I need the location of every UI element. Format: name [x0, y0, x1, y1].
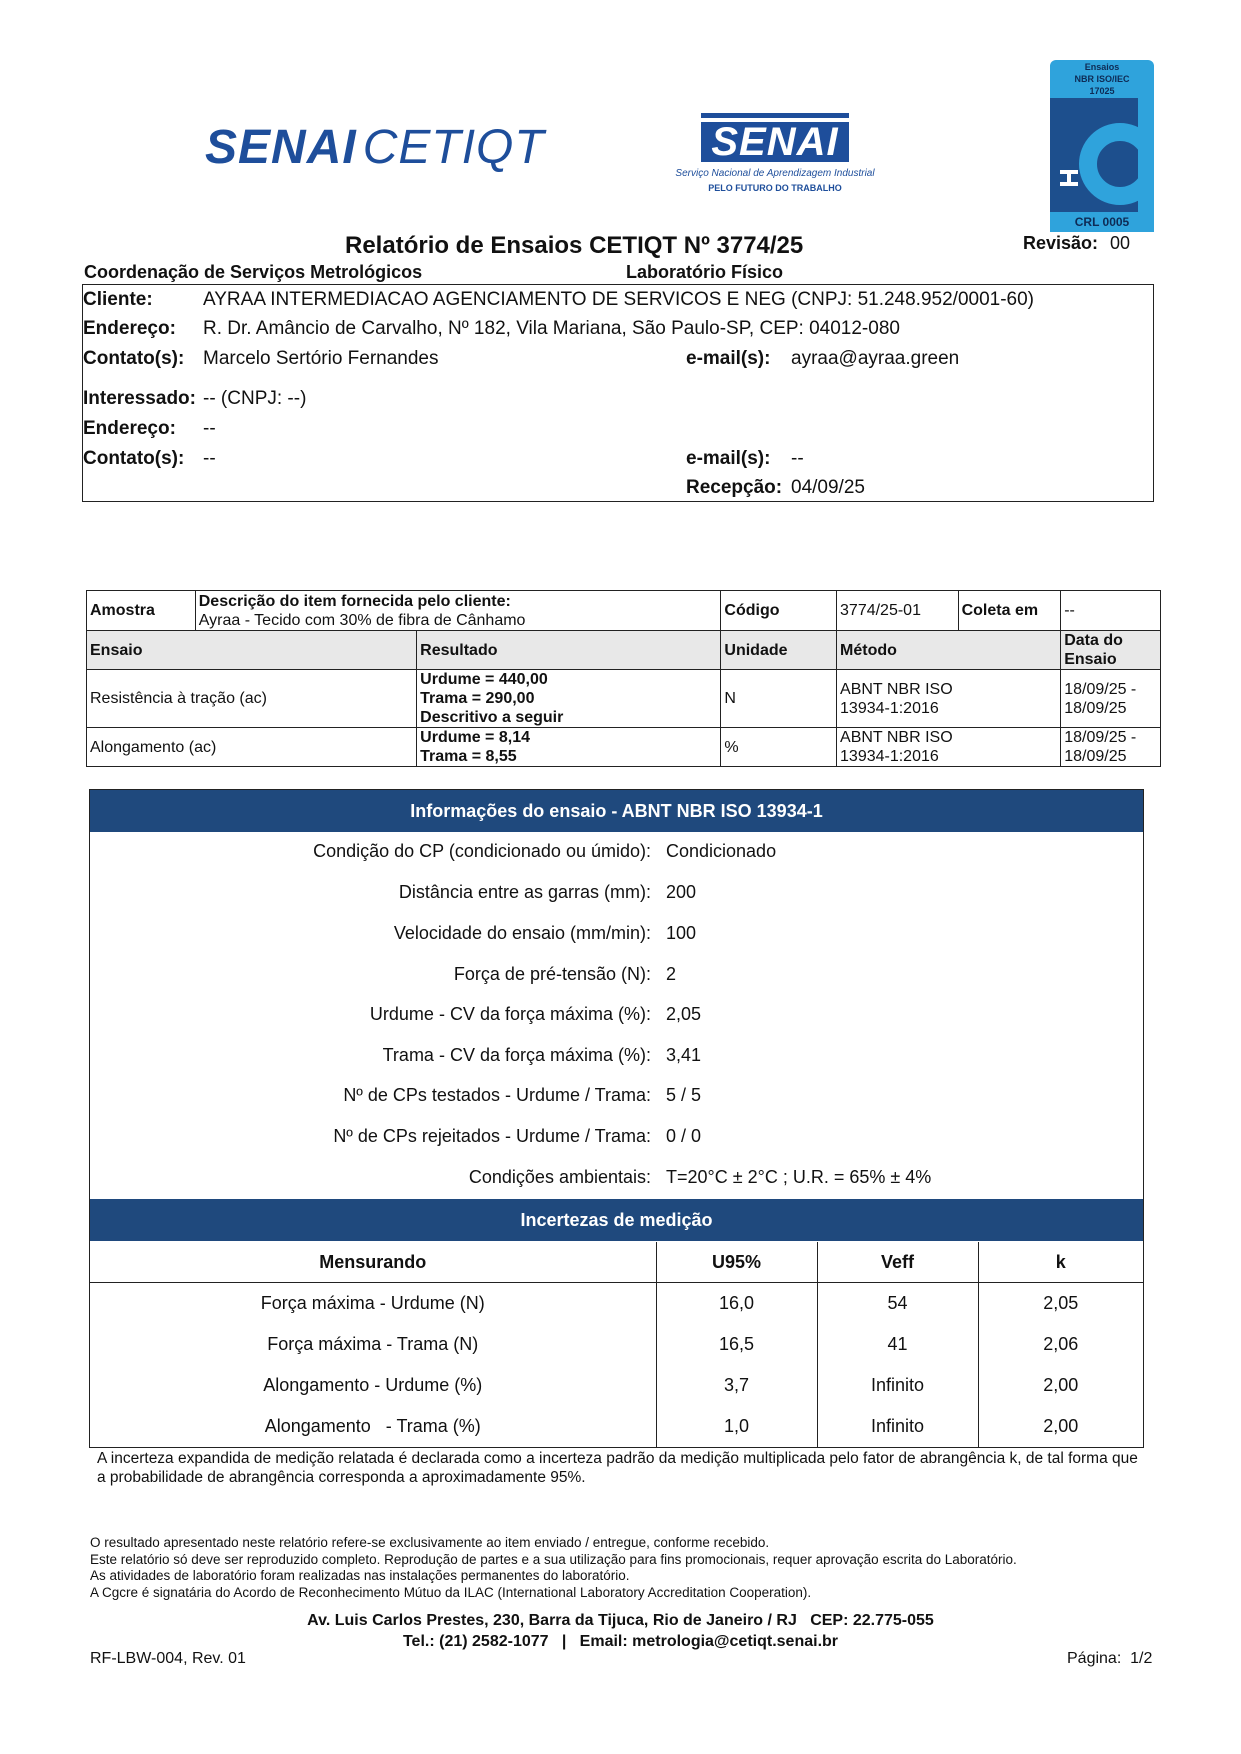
test-info-title: Informações do ensaio - ABNT NBR ISO 13934-1: [90, 790, 1143, 832]
header-date: Data do Ensaio: [1061, 631, 1161, 670]
accreditation-code: CRL 0005: [1050, 212, 1154, 232]
header-k: k: [978, 1242, 1143, 1283]
header-method: Método: [837, 631, 1061, 670]
test-result: Urdume = 440,00 Trama = 290,00 Descritivo a seguir: [417, 670, 721, 728]
test-unit: N: [721, 670, 837, 728]
contact2-value: --: [203, 448, 216, 469]
report-title: Relatório de Ensaios CETIQT Nº 3774/25: [345, 232, 804, 259]
header-u95: U95%: [656, 1242, 817, 1283]
test-unit: %: [721, 728, 837, 767]
test-result: Urdume = 8,14 Trama = 8,55: [417, 728, 721, 767]
senai-logo-box: SENAI: [701, 118, 848, 162]
info-item: Distância entre as garras (mm): 200: [398, 882, 697, 902]
address-value: R. Dr. Amâncio de Carvalho, Nº 182, Vila Mariana, São Paulo-SP, CEP: 04012-080: [203, 318, 900, 339]
info-item: Condições ambientais: T=20°C ± 2°C ; U.R. = 65% ± 4%: [468, 1167, 932, 1187]
results-header-row: [87, 631, 1161, 670]
senai-logo-subtitle: Serviço Nacional de Aprendizagem Industrial: [675, 168, 875, 179]
table-row: Força máxima - Urdume (N) 16,0 54 2,05: [90, 1283, 1143, 1325]
senai-cetiqt-logo: [205, 120, 545, 175]
address2-value: --: [203, 418, 216, 439]
code-value: 3774/25-01: [837, 591, 959, 631]
client-label: Cliente:: [83, 289, 153, 310]
sample-label: Amostra: [87, 591, 196, 631]
email2-value: --: [791, 448, 804, 469]
address-label: Endereço:: [83, 318, 176, 339]
sample-description-value: Ayraa - Tecido com 30% de fibra de Cânhamo: [198, 611, 526, 629]
test-method: ABNT NBR ISO 13934-1:2016: [837, 670, 1061, 728]
sample-description: Descrição do item fornecida pelo cliente: Ayraa - Tecido com 30% de fibra de Cânhamo: [195, 591, 721, 631]
table-row: Força máxima - Trama (N) 16,5 41 2,06: [90, 1324, 1143, 1365]
logo-senai-text: SENAI: [205, 121, 357, 174]
table-row: [87, 670, 1161, 728]
form-code: RF-LBW-004, Rev. 01: [90, 1650, 246, 1667]
revision-value: 00: [1110, 233, 1131, 253]
table-row: [87, 728, 1161, 767]
contact-label: Contato(s):: [83, 348, 185, 369]
client-info-box: [82, 284, 1154, 502]
info-item: Urdume - CV da força máxima (%): 2,05: [369, 1004, 702, 1024]
reception-value: 04/09/25: [791, 477, 865, 498]
collection-label: Coleta em: [958, 591, 1061, 631]
email2-label: e-mail(s):: [686, 448, 771, 469]
info-item: Trama - CV da força máxima (%): 3,41: [382, 1045, 702, 1065]
interested-label: Interessado:: [83, 388, 196, 409]
uncertainty-header-row: [90, 1242, 1143, 1283]
reception-label: Recepção:: [686, 477, 783, 498]
footer-address: Av. Luis Carlos Prestes, 230, Barra da Tijuca, Rio de Janeiro / RJ CEP: 22.775-055 Tel.: (21) 2582-1077 | Email: metrologia@cetiqt.senai.br: [0, 1610, 1241, 1652]
info-item: Nº de CPs testados - Urdume / Trama: 5 / 5: [343, 1085, 702, 1105]
table-row: Alongamento - Trama (%) 1,0 Infinito 2,00: [90, 1406, 1143, 1447]
test-date: 18/09/25 - 18/09/25: [1061, 670, 1161, 728]
test-name: Resistência à tração (ac): [87, 670, 417, 728]
uncertainty-title: Incertezas de medição: [90, 1199, 1143, 1241]
info-item: Condição do CP (condicionado ou úmido): Condicionado: [313, 841, 777, 861]
senai-logo: [655, 118, 895, 193]
footer-disclaimer: O resultado apresentado neste relatório refere-se exclusivamente ao item enviado / entregue, conforme recebido. Este relatório só deve ser reproduzido completo. Reprodução de partes e a sua utilização para fins promocionais, requer aprovação escrita do Laboratório. As atividades de laboratório foram realizadas nas instalações permanentes do laboratório. A Cgcre é signatária do Acordo de Reconhecimento Mútuo da ILAC (International Laboratory Accreditation Cooperation).: [90, 1535, 1017, 1600]
email-value: ayraa@ayraa.green: [791, 348, 960, 369]
test-name: Alongamento (ac): [87, 728, 417, 767]
code-label: Código: [721, 591, 837, 631]
header-unit: Unidade: [721, 631, 837, 670]
contact2-label: Contato(s):: [83, 448, 185, 469]
laboratory-heading: Laboratório Físico: [626, 262, 784, 282]
collection-value: --: [1061, 591, 1161, 631]
header-result: Resultado: [417, 631, 721, 670]
email-label: e-mail(s):: [686, 348, 771, 369]
interested-value: -- (CNPJ: --): [203, 388, 307, 409]
footer-contact: Tel.: (21) 2582-1077 | Email: metrologia@cetiqt.senai.br: [402, 1633, 839, 1650]
header-measurand: Mensurando: [90, 1242, 656, 1283]
header-veff: Veff: [817, 1242, 978, 1283]
info-item: Velocidade do ensaio (mm/min): 100: [393, 923, 697, 943]
accreditation-header: Ensaios NBR ISO/IEC 17025: [1050, 60, 1154, 98]
test-info-box: [89, 789, 1144, 1448]
accreditation-seal: [1050, 60, 1154, 232]
contact-value: Marcelo Sertório Fernandes: [203, 348, 439, 369]
results-table: [86, 590, 1161, 767]
table-row: Alongamento - Urdume (%) 3,7 Infinito 2,00: [90, 1365, 1143, 1406]
info-item: Nº de CPs rejeitados - Urdume / Trama: 0 / 0: [333, 1126, 702, 1146]
senai-logo-slogan: PELO FUTURO DO TRABALHO: [708, 183, 842, 193]
uncertainty-table: [90, 1242, 1143, 1447]
test-method: ABNT NBR ISO 13934-1:2016: [837, 728, 1061, 767]
coordination-heading: Coordenação de Serviços Metrológicos: [84, 262, 423, 282]
header-test: Ensaio: [87, 631, 417, 670]
address2-label: Endereço:: [83, 418, 176, 439]
logo-cetiqt-text: CETIQT: [362, 121, 545, 174]
info-item: Força de pré-tensão (N): 2: [453, 964, 677, 984]
revision-label: Revisão:: [1023, 233, 1099, 253]
test-date: 18/09/25 - 18/09/25: [1061, 728, 1161, 767]
accreditation-mark-icon: [1050, 98, 1154, 212]
revision: [1023, 233, 1130, 254]
page-number: Página: 1/2: [1067, 1650, 1153, 1667]
client-value: AYRAA INTERMEDIACAO AGENCIAMENTO DE SERVICOS E NEG (CNPJ: 51.248.952/0001-60): [203, 289, 1034, 310]
uncertainty-note: A incerteza expandida de medição relatada é declarada como a incerteza padrão da medição multiplicada pelo fator de abrangência k, de tal forma que a probabilidade de abrangência corresponda a aproximadamente 95%.: [97, 1450, 1138, 1486]
